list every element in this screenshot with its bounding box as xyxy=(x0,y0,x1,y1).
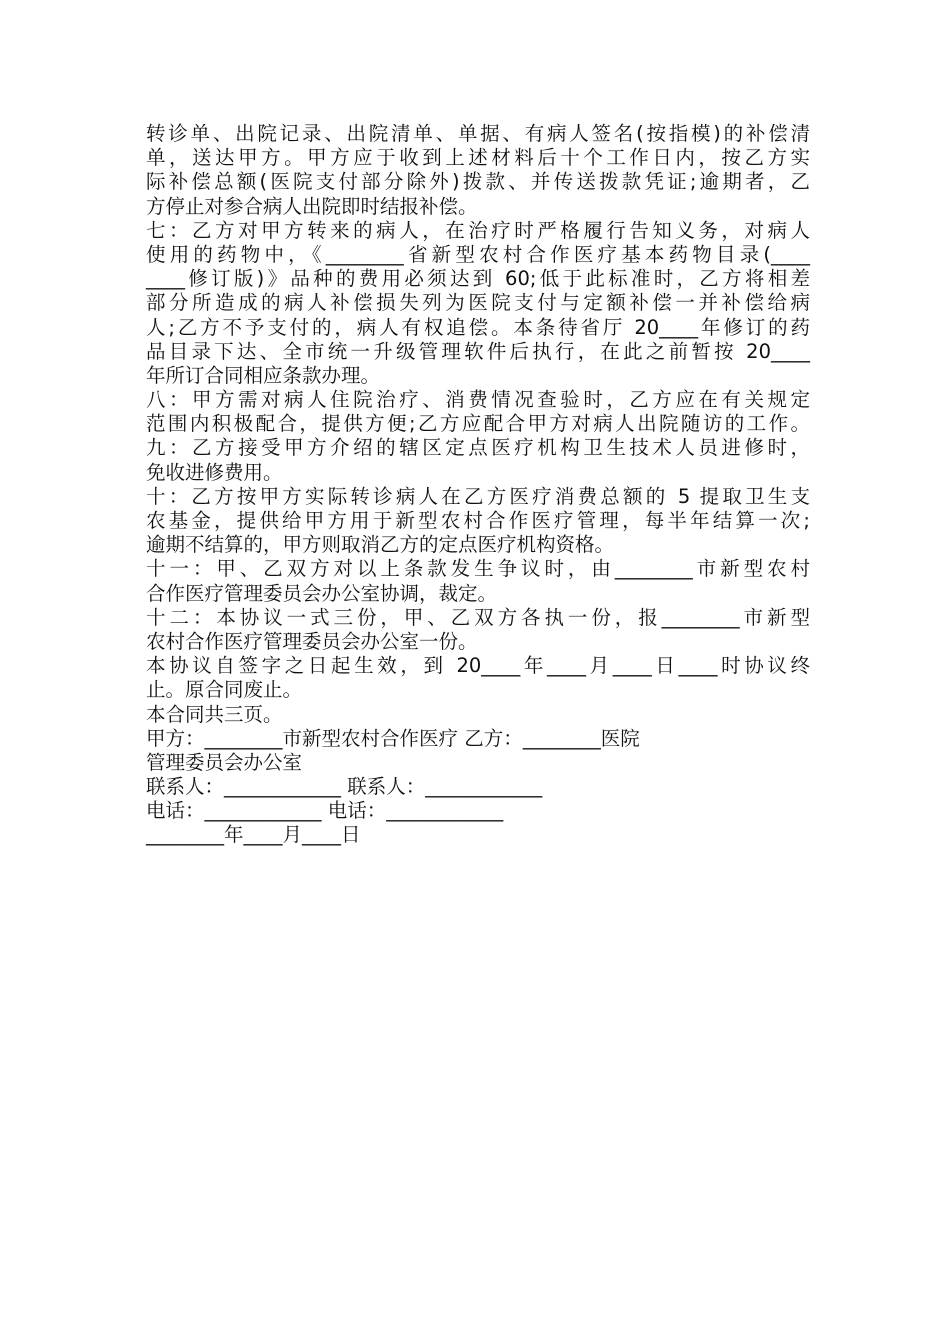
clause-7-line: 人;乙方不予支付的，病人有权追偿。本条待省厅 20____年修订的药 xyxy=(146,315,810,339)
contact-person-line: 联系人：____________ 联系人：____________ xyxy=(146,775,543,799)
clause-7-line: 年所订合同相应条款办理。 xyxy=(146,363,381,387)
contract-body xyxy=(146,122,810,848)
clause-10-line: 逾期不结算的，甲方则取消乙方的定点医疗机构资格。 xyxy=(146,533,615,557)
clause-10-line: 农基金，提供给甲方用于新型农村合作医疗管理，每半年结算一次; xyxy=(146,509,810,532)
page-count-line: 本合同共三页。 xyxy=(146,702,283,726)
clause-9-line: 九：乙方接受甲方介绍的辖区定点医疗机构卫生技术人员进修时， xyxy=(146,436,810,460)
clause-7-line: 使用的药物中，《________省新型农村合作医疗基本药物目录(____ xyxy=(146,242,810,266)
clause-7-line: 七：乙方对甲方转来的病人，在治疗时严格履行告知义务，对病人 xyxy=(146,218,810,242)
text-line: 单，送达甲方。甲方应于收到上述材料后十个工作日内，按乙方实 xyxy=(146,146,810,170)
party-line: 甲方：________市新型农村合作医疗 乙方：________医院 xyxy=(146,726,640,750)
text-line: 际补偿总额(医院支付部分除外)拨款、并传送拨款凭证;逾期者，乙 xyxy=(146,170,810,194)
clause-11-line: 十一：甲、乙双方对以上条款发生争议时，由________市新型农村 xyxy=(146,557,810,581)
clause-9-line: 免收进修费用。 xyxy=(146,460,283,484)
party-line: 管理委员会办公室 xyxy=(146,750,303,774)
phone-line: 电话：____________ 电话：____________ xyxy=(146,799,504,823)
clause-8-line: 范围内积极配合，提供方便;乙方应配合甲方对病人出院随访的工作。 xyxy=(146,412,810,436)
clause-8-line: 八：甲方需对病人住院治疗、消费情况查验时，乙方应在有关规定 xyxy=(146,388,810,412)
clause-12-line: 农村合作医疗管理委员会办公室一份。 xyxy=(146,629,478,653)
clause-10-line: 十：乙方按甲方实际转诊病人在乙方医疗消费总额的 5 提取卫生支 xyxy=(146,484,810,508)
signature-date-line: ________年____月____日 xyxy=(146,823,361,847)
text-line: 转诊单、出院记录、出院清单、单据、有病人签名(按指模)的补偿清 xyxy=(146,122,810,145)
clause-11-line: 合作医疗管理委员会办公室协调，裁定。 xyxy=(146,581,498,605)
clause-7-line: ____修订版)》品种的费用必须达到 60;低于此标准时，乙方将相差 xyxy=(146,267,810,291)
effective-date-line: 止。原合同废止。 xyxy=(146,678,303,702)
text-line: 方停止对参合病人出院即时结报补偿。 xyxy=(146,194,478,218)
effective-date-line: 本协议自签字之日起生效，到 20____年____月____日____时协议终 xyxy=(146,654,810,678)
clause-7-line: 品目录下达、全市统一升级管理软件后执行，在此之前暂按 20____ xyxy=(146,339,810,363)
clause-7-line: 部分所造成的病人补偿损失列为医院支付与定额补偿一并补偿给病 xyxy=(146,291,810,315)
clause-12-line: 十二：本协议一式三份，甲、乙双方各执一份，报________市新型 xyxy=(146,605,810,629)
